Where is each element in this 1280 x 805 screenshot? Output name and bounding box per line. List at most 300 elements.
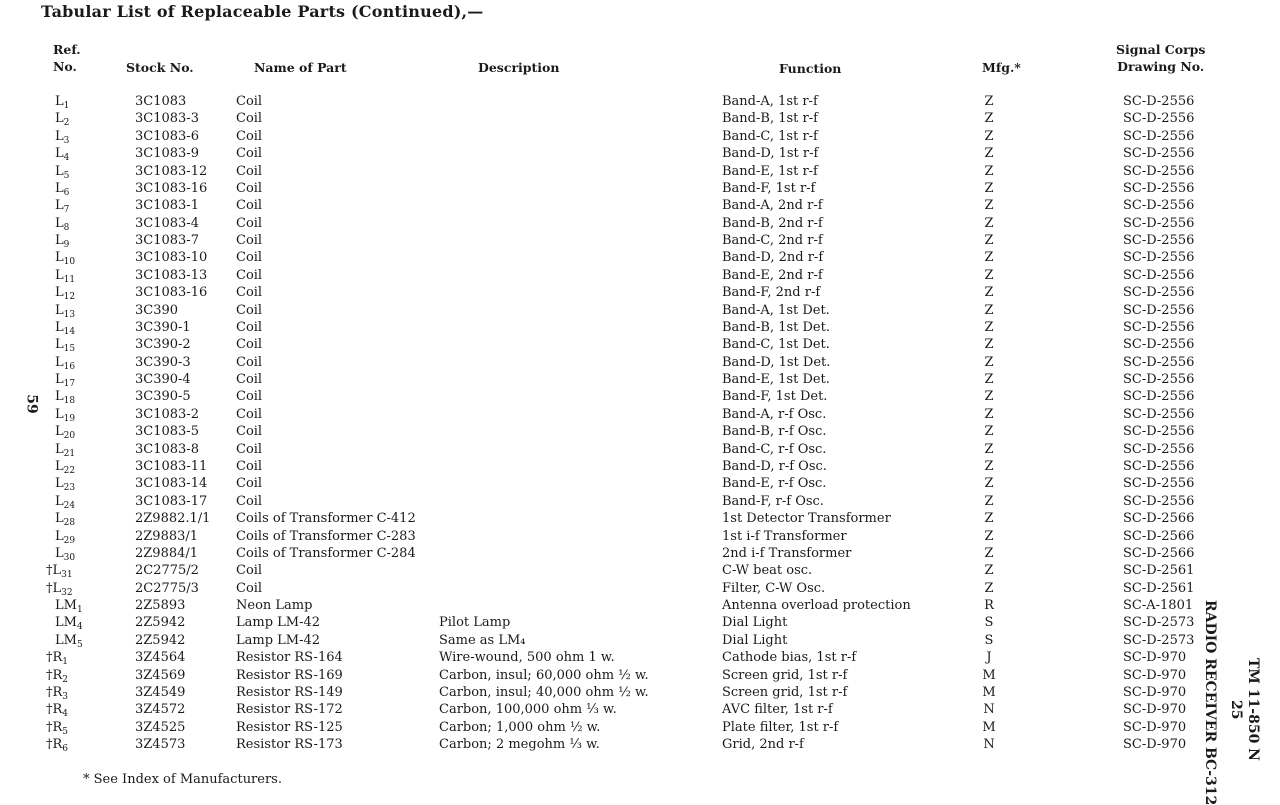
ref-letter: L — [55, 493, 64, 509]
part-function: Band-F, r-f Osc. — [722, 493, 824, 509]
ref-number — [55, 180, 115, 197]
header-ref-line2: No. — [53, 59, 77, 74]
stock-number: 2Z9883/1 — [135, 528, 199, 544]
ref-number — [55, 197, 115, 214]
part-name: Resistor RS-169 — [236, 667, 343, 683]
stock-number: 3C1083-7 — [135, 233, 199, 249]
drawing-number: SC-D-2556 — [1123, 111, 1195, 127]
table-row — [0, 441, 1200, 458]
ref-number — [55, 597, 115, 614]
part-function: Band-C, 2nd r-f — [722, 233, 823, 249]
ref-subscript: 6 — [62, 744, 69, 755]
part-description: Carbon, insul; 60,000 ohm ½ w. — [439, 667, 649, 683]
header-description: Description — [478, 60, 560, 75]
table-row — [0, 110, 1200, 127]
part-name: Coil — [236, 389, 263, 405]
part-name: Coil — [236, 302, 263, 318]
drawing-number: SC-D-2561 — [1123, 580, 1195, 596]
part-name: Coil — [236, 458, 263, 474]
part-function: Band-A, r-f Osc. — [722, 406, 827, 422]
ref-letter: L — [55, 146, 64, 162]
stock-number: 3C1083-14 — [135, 476, 208, 492]
ref-subscript: 19 — [63, 413, 76, 424]
stock-number: 2Z5942 — [135, 632, 186, 648]
drawing-number: SC-D-2556 — [1123, 128, 1195, 144]
ref-number — [55, 614, 115, 631]
drawing-number: SC-D-2556 — [1123, 250, 1195, 266]
ref-number — [55, 267, 115, 284]
ref-number — [46, 684, 106, 701]
ref-letter: L — [55, 545, 64, 561]
ref-number — [46, 562, 106, 579]
part-name: Coils of Transformer C-283 — [236, 528, 416, 544]
manufacturer-code: Z — [984, 215, 994, 231]
stock-number: 3C1083-10 — [135, 250, 208, 266]
part-function: Band-B, 1st r-f — [722, 111, 818, 127]
drawing-number: SC-D-2556 — [1123, 424, 1195, 440]
manufacturer-code: Z — [984, 545, 994, 561]
ref-subscript: 32 — [61, 587, 73, 598]
part-name: Coil — [236, 354, 263, 370]
stock-number: 3C1083-3 — [135, 111, 199, 127]
ref-subscript: 21 — [63, 448, 76, 459]
stock-number: 3C390-5 — [135, 389, 191, 405]
drawing-number: SC-D-2556 — [1123, 476, 1195, 492]
stock-number: 3C1083-1 — [135, 198, 199, 214]
ref-number — [55, 510, 115, 527]
drawing-number: SC-D-2556 — [1123, 337, 1195, 353]
part-name: Resistor RS-125 — [236, 719, 343, 735]
ref-letter: L — [55, 372, 64, 388]
stock-number: 3C1083-16 — [135, 180, 208, 196]
stock-number: 3C1083-11 — [135, 458, 208, 474]
table-row — [0, 719, 1200, 736]
manufacturer-code: Z — [984, 580, 994, 596]
stock-number: 3C1083-5 — [135, 424, 199, 440]
ref-letter: L — [55, 337, 64, 353]
drawing-number: SC-D-2556 — [1123, 319, 1195, 335]
table-row — [0, 93, 1200, 110]
ref-number — [55, 441, 115, 458]
dagger-mark: † — [46, 667, 53, 683]
ref-letter: L — [55, 285, 64, 301]
ref-letter: R — [52, 719, 63, 735]
ref-subscript: 4 — [63, 153, 70, 164]
header-drawing-line1: Signal Corps — [1116, 42, 1206, 57]
table-row — [0, 510, 1200, 527]
drawing-number: SC-D-970 — [1123, 667, 1187, 683]
header-ref-line1: Ref. — [53, 42, 81, 57]
dagger-mark: † — [46, 650, 53, 666]
part-function: 2nd i-f Transformer — [722, 545, 852, 561]
ref-number — [55, 493, 115, 510]
manufacturer-code: Z — [984, 493, 994, 509]
part-name: Coil — [236, 128, 263, 144]
part-name: Coil — [236, 424, 263, 440]
ref-letter: L — [55, 215, 64, 231]
drawing-number: SC-D-2556 — [1123, 458, 1195, 474]
part-function: Band-A, 1st Det. — [722, 302, 830, 318]
part-name: Resistor RS-164 — [236, 650, 343, 666]
drawing-number: SC-D-2573 — [1123, 615, 1195, 631]
ref-subscript: 2 — [62, 674, 69, 685]
part-function: 1st Detector Transformer — [722, 511, 891, 527]
manufacturer-code: Z — [984, 458, 994, 474]
stock-number: 3C1083-8 — [135, 441, 199, 457]
stock-number: 3Z4525 — [135, 719, 186, 735]
part-function: Dial Light — [722, 632, 788, 648]
drawing-number: SC-D-2556 — [1123, 146, 1195, 162]
drawing-number: SC-D-2556 — [1123, 285, 1195, 301]
table-row — [0, 423, 1200, 440]
part-name: Lamp LM-42 — [236, 632, 321, 648]
ref-number — [55, 145, 115, 162]
ref-letter: L — [55, 111, 64, 127]
header-name: Name of Part — [254, 60, 347, 75]
part-description: Carbon, insul; 40,000 ohm ½ w. — [439, 684, 649, 700]
ref-subscript: 31 — [61, 570, 73, 581]
ref-letter: R — [52, 737, 63, 753]
stock-number: 3C390-4 — [135, 372, 191, 388]
stock-number: 2C2775/2 — [135, 563, 199, 579]
ref-letter: LM — [55, 632, 77, 648]
dagger-mark: † — [46, 737, 53, 753]
dagger-mark: † — [46, 580, 53, 596]
stock-number: 3C1083-13 — [135, 267, 208, 283]
ref-letter: L — [55, 180, 64, 196]
ref-subscript: 15 — [63, 344, 76, 355]
part-name: Coil — [236, 163, 263, 179]
manufacturer-code: Z — [984, 128, 994, 144]
manufacturer-code: Z — [984, 354, 994, 370]
table-row — [0, 580, 1200, 597]
stock-number: 3C1083 — [135, 94, 187, 109]
ref-number — [46, 719, 106, 736]
stock-number: 2C2775/3 — [135, 580, 199, 596]
part-function: Band-A, 1st r-f — [722, 94, 818, 109]
ref-subscript: 6 — [63, 187, 70, 198]
manufacturer-code: M — [982, 719, 996, 735]
ref-number — [55, 319, 115, 336]
part-name: Coil — [236, 285, 263, 301]
part-function: Band-E, 1st r-f — [722, 163, 818, 179]
header-drawing — [1116, 41, 1205, 75]
header-ref — [53, 41, 81, 75]
stock-number: 3Z4549 — [135, 684, 186, 700]
header-drawing-line2: Drawing No. — [1117, 59, 1205, 74]
manufacturer-code: M — [982, 667, 996, 683]
ref-subscript: 14 — [63, 326, 76, 337]
drawing-number: SC-D-2561 — [1123, 563, 1195, 579]
part-name: Resistor RS-173 — [236, 737, 343, 753]
manufacturer-code: Z — [984, 111, 994, 127]
stock-number: 3C1083-16 — [135, 285, 208, 301]
ref-letter: L — [55, 198, 64, 214]
part-function: Band-E, r-f Osc. — [722, 476, 827, 492]
part-function: Band-B, 2nd r-f — [722, 215, 823, 231]
table-row — [0, 528, 1200, 545]
ref-number — [55, 458, 115, 475]
part-function: Band-E, 1st Det. — [722, 372, 830, 388]
table-row — [0, 701, 1200, 718]
drawing-number: SC-D-2556 — [1123, 163, 1195, 179]
manufacturer-code: Z — [984, 319, 994, 335]
part-function: Band-F, 2nd r-f — [722, 285, 821, 301]
ref-letter: R — [52, 702, 63, 718]
drawing-number: SC-D-2556 — [1123, 354, 1195, 370]
drawing-number: SC-D-2556 — [1123, 233, 1195, 249]
header-mfg: Mfg.* — [982, 60, 1021, 75]
part-name: Coils of Transformer C-412 — [236, 511, 416, 527]
part-function: Band-F, 1st r-f — [722, 180, 816, 196]
table-row — [0, 388, 1200, 405]
part-function: Band-C, 1st Det. — [722, 337, 830, 353]
table-row — [0, 597, 1200, 614]
drawing-number: SC-D-2566 — [1123, 545, 1195, 561]
drawing-number: SC-D-2556 — [1123, 215, 1195, 231]
manufacturer-code: Z — [984, 476, 994, 492]
ref-subscript: 13 — [63, 309, 76, 320]
ref-subscript: 4 — [62, 709, 69, 720]
table-row — [0, 614, 1200, 631]
part-name: Neon Lamp — [236, 598, 313, 614]
drawing-number: SC-D-970 — [1123, 702, 1187, 718]
manufacturer-code: Z — [984, 511, 994, 527]
manufacturer-code: J — [986, 650, 992, 666]
table-row — [0, 667, 1200, 684]
part-function: AVC filter, 1st r-f — [722, 702, 833, 718]
table-row — [0, 736, 1200, 753]
table-row — [0, 493, 1200, 510]
ref-letter: L — [52, 563, 62, 579]
stock-number: 3C1083-17 — [135, 493, 208, 509]
drawing-number: SC-D-2556 — [1123, 493, 1195, 509]
table-row — [0, 458, 1200, 475]
ref-number — [55, 302, 115, 319]
stock-number: 3Z4569 — [135, 667, 186, 683]
ref-subscript: 29 — [63, 535, 76, 546]
ref-letter: LM — [55, 615, 77, 631]
drawing-number: SC-D-2556 — [1123, 198, 1195, 214]
part-description: Carbon, 100,000 ohm ⅓ w. — [439, 702, 617, 718]
part-function: C-W beat osc. — [722, 563, 813, 579]
ref-letter: L — [55, 233, 64, 249]
ref-letter: R — [52, 684, 63, 700]
dagger-mark: † — [46, 563, 53, 579]
ref-number — [55, 423, 115, 440]
drawing-number: SC-D-970 — [1123, 684, 1187, 700]
part-function: Dial Light — [722, 615, 788, 631]
stock-number: 3C390 — [135, 302, 179, 318]
part-name: Coil — [236, 337, 263, 353]
ref-subscript: 1 — [76, 605, 83, 616]
dagger-mark: † — [46, 684, 53, 700]
manufacturer-code: Z — [984, 163, 994, 179]
ref-subscript: 24 — [63, 500, 76, 511]
ref-subscript: 5 — [63, 170, 70, 181]
dagger-mark: † — [46, 702, 53, 718]
drawing-number: SC-D-2556 — [1123, 389, 1195, 405]
drawing-number: SC-D-2556 — [1123, 406, 1195, 422]
ref-subscript: 12 — [63, 292, 76, 303]
part-name: Coil — [236, 441, 263, 457]
table-row — [0, 562, 1200, 579]
manufacturer-code: Z — [984, 94, 994, 109]
ref-number — [55, 284, 115, 301]
part-name: Coil — [236, 198, 263, 214]
manufacturer-code: Z — [984, 285, 994, 301]
ref-subscript: 5 — [62, 726, 69, 737]
part-name: Coil — [236, 111, 263, 127]
ref-letter: L — [55, 441, 64, 457]
part-function: Grid, 2nd r-f — [722, 737, 804, 753]
table-row — [0, 302, 1200, 319]
table-row — [0, 319, 1200, 336]
manufacturer-code: Z — [984, 267, 994, 283]
stock-number: 2Z5942 — [135, 615, 186, 631]
table-row — [0, 336, 1200, 353]
stock-number: 3C1083-6 — [135, 128, 199, 144]
ref-number — [55, 545, 115, 562]
ref-subscript: 1 — [62, 657, 69, 668]
part-name: Coil — [236, 406, 263, 422]
drawing-number: SC-D-2556 — [1123, 180, 1195, 196]
manufacturer-code: Z — [984, 233, 994, 249]
table-row — [0, 684, 1200, 701]
ref-number — [55, 354, 115, 371]
part-function: Band-D, 2nd r-f — [722, 250, 824, 266]
manufacturer-code: S — [984, 632, 994, 648]
ref-number — [46, 649, 106, 666]
drawing-number: SC-A-1801 — [1123, 598, 1194, 614]
ref-letter: L — [55, 267, 64, 283]
ref-letter: L — [55, 94, 64, 109]
manufacturer-code: S — [984, 615, 994, 631]
margin-manual-number: TM 11-850 N — [1245, 658, 1261, 761]
table-row — [0, 475, 1200, 492]
stock-number: 3C1083-2 — [135, 406, 199, 422]
part-function: Band-B, r-f Osc. — [722, 424, 827, 440]
table-row — [0, 545, 1200, 562]
stock-number: 3Z4572 — [135, 702, 186, 718]
part-name: Coil — [236, 319, 263, 335]
ref-subscript: 7 — [63, 205, 70, 216]
table-row — [0, 284, 1200, 301]
ref-letter: L — [55, 406, 64, 422]
ref-letter: L — [55, 458, 64, 474]
table-row — [0, 249, 1200, 266]
manufacturer-code: M — [982, 684, 996, 700]
part-name: Lamp LM-42 — [236, 615, 321, 631]
ref-letter: L — [55, 319, 64, 335]
part-name: Coil — [236, 180, 263, 196]
ref-number — [55, 475, 115, 492]
dagger-mark: † — [46, 719, 53, 735]
manufacturer-code: Z — [984, 528, 994, 544]
part-function: Screen grid, 1st r-f — [722, 667, 848, 683]
ref-subscript: 4 — [76, 622, 83, 633]
ref-subscript: 17 — [63, 379, 76, 390]
ref-subscript: 22 — [63, 465, 76, 476]
part-description: Carbon; 1,000 ohm ½ w. — [439, 719, 601, 735]
part-function: 1st i-f Transformer — [722, 528, 847, 544]
manufacturer-code: Z — [984, 372, 994, 388]
part-function: Band-E, 2nd r-f — [722, 267, 823, 283]
manufacturer-code: R — [984, 598, 994, 614]
part-name: Resistor RS-172 — [236, 702, 343, 718]
part-name: Coils of Transformer C-284 — [236, 545, 416, 561]
part-description: Wire-wound, 500 ohm 1 w. — [439, 650, 615, 666]
ref-letter: L — [52, 580, 62, 596]
part-function: Band-C, r-f Osc. — [722, 441, 827, 457]
ref-number — [46, 580, 106, 597]
ref-number — [55, 163, 115, 180]
part-function: Antenna overload protection — [722, 598, 911, 614]
stock-number: 3Z4564 — [135, 650, 186, 666]
part-function: Filter, C-W Osc. — [722, 580, 826, 596]
ref-number — [55, 128, 115, 145]
table-row — [0, 145, 1200, 162]
stock-number: 3C390-2 — [135, 337, 191, 353]
ref-subscript: 11 — [63, 274, 76, 285]
margin-book-title: RADIO RECEIVER BC-312 — [1202, 600, 1218, 805]
ref-subscript: 30 — [63, 552, 76, 563]
ref-letter: L — [55, 128, 64, 144]
part-function: Band-D, 1st r-f — [722, 146, 819, 162]
ref-letter: LM — [55, 598, 77, 614]
drawing-number: SC-D-2566 — [1123, 528, 1195, 544]
part-name: Resistor RS-149 — [236, 684, 343, 700]
ref-letter: L — [55, 250, 64, 266]
page-number: 59 — [23, 394, 40, 414]
ref-number — [55, 93, 115, 110]
part-function: Band-B, 1st Det. — [722, 319, 830, 335]
part-description: Carbon; 2 megohm ⅓ w. — [439, 737, 600, 753]
ref-number — [55, 215, 115, 232]
ref-subscript: 10 — [63, 257, 76, 268]
ref-subscript: 9 — [63, 240, 70, 251]
ref-letter: L — [55, 389, 64, 405]
drawing-number: SC-D-2556 — [1123, 372, 1195, 388]
ref-letter: R — [52, 650, 63, 666]
manufacturer-code: Z — [984, 337, 994, 353]
part-description: Same as LM₄ — [439, 632, 526, 648]
ref-subscript: 5 — [76, 639, 83, 650]
part-name: Coil — [236, 94, 263, 109]
manufacturer-code: N — [983, 702, 995, 718]
ref-subscript: 3 — [62, 691, 69, 702]
drawing-number: SC-D-2556 — [1123, 441, 1195, 457]
ref-number — [46, 667, 106, 684]
ref-number — [55, 406, 115, 423]
manufacturer-code: Z — [984, 302, 994, 318]
stock-number: 3C1083-4 — [135, 215, 199, 231]
part-name: Coil — [236, 563, 263, 579]
ref-subscript: 1 — [63, 101, 70, 111]
ref-number — [55, 371, 115, 388]
ref-subscript: 16 — [63, 361, 76, 372]
table-row — [0, 267, 1200, 284]
ref-letter: R — [52, 667, 63, 683]
table-row — [0, 406, 1200, 423]
part-name: Coil — [236, 493, 263, 509]
drawing-number: SC-D-2566 — [1123, 511, 1195, 527]
part-function: Band-D, 1st Det. — [722, 354, 831, 370]
stock-number: 2Z5893 — [135, 598, 186, 614]
part-name: Coil — [236, 580, 263, 596]
stock-number: 3C390-3 — [135, 354, 191, 370]
ref-number — [55, 249, 115, 266]
